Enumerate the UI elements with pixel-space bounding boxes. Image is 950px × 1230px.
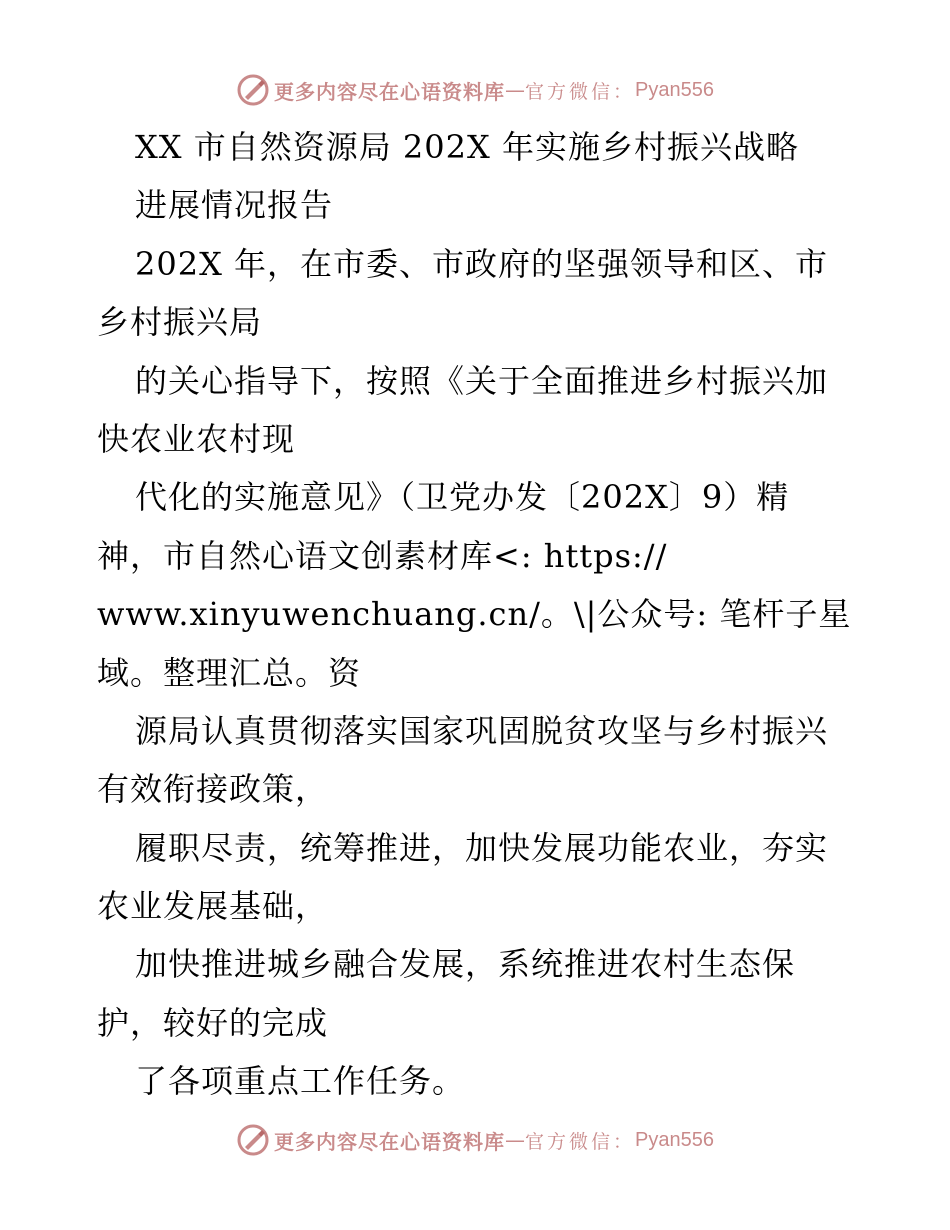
document-body <box>97 124 857 1117</box>
text-line: 乡村振兴局 <box>97 303 263 342</box>
text-line: 神，市自然心语文创素材库<: https:// <box>97 536 668 575</box>
text-line: 有效衔接政策， <box>97 770 329 809</box>
text-line: 农业发展基础， <box>97 887 329 926</box>
banner-label: 官方微信： <box>525 80 636 103</box>
pen-logo-icon <box>236 1123 270 1157</box>
text-line: www.xinyuwenchuang.cn/。\|公众号: 笔杆子星 <box>97 595 852 634</box>
text-line: 履职尽责，统筹推进，加快发展功能农业，夯实 <box>135 828 829 867</box>
text-line: 代化的实施意见》（卫党办发〔202X〕9）精 <box>135 478 790 517</box>
banner-text: 更多内容尽在心语资料库 <box>274 79 505 104</box>
banner-wechat-id: Pyan556 <box>635 78 714 101</box>
text-line: 的关心指导下，按照《关于全面推进乡村振兴加 <box>135 361 829 400</box>
title-line-1: XX 市自然资源局 202X 年实施乡村振兴战略 <box>135 128 799 166</box>
text-line: 了各项重点工作任务。 <box>135 1062 466 1101</box>
title-line-2: 进展情况报告 <box>135 186 334 225</box>
text-line: 加快推进城乡融合发展，系统推进农村生态保 <box>135 945 796 984</box>
text-line: 域。整理汇总。资 <box>97 653 362 692</box>
footer-banner <box>0 1120 950 1160</box>
banner-text: 更多内容尽在心语资料库 <box>274 1129 505 1154</box>
text-line: 202X 年，在市委、市政府的坚强领导和区、市 <box>135 244 829 283</box>
banner-wechat-id: Pyan556 <box>635 1128 714 1151</box>
pen-logo-icon <box>236 73 270 107</box>
text-line: 源局认真贯彻落实国家巩固脱贫攻坚与乡村振兴 <box>135 711 829 750</box>
banner-separator: — <box>505 1128 525 1152</box>
text-line: 护，较好的完成 <box>97 1003 329 1042</box>
banner-separator: — <box>505 78 525 102</box>
banner-label: 官方微信： <box>525 1130 636 1153</box>
text-line: 快农业农村现 <box>97 419 296 458</box>
header-banner <box>0 70 950 110</box>
